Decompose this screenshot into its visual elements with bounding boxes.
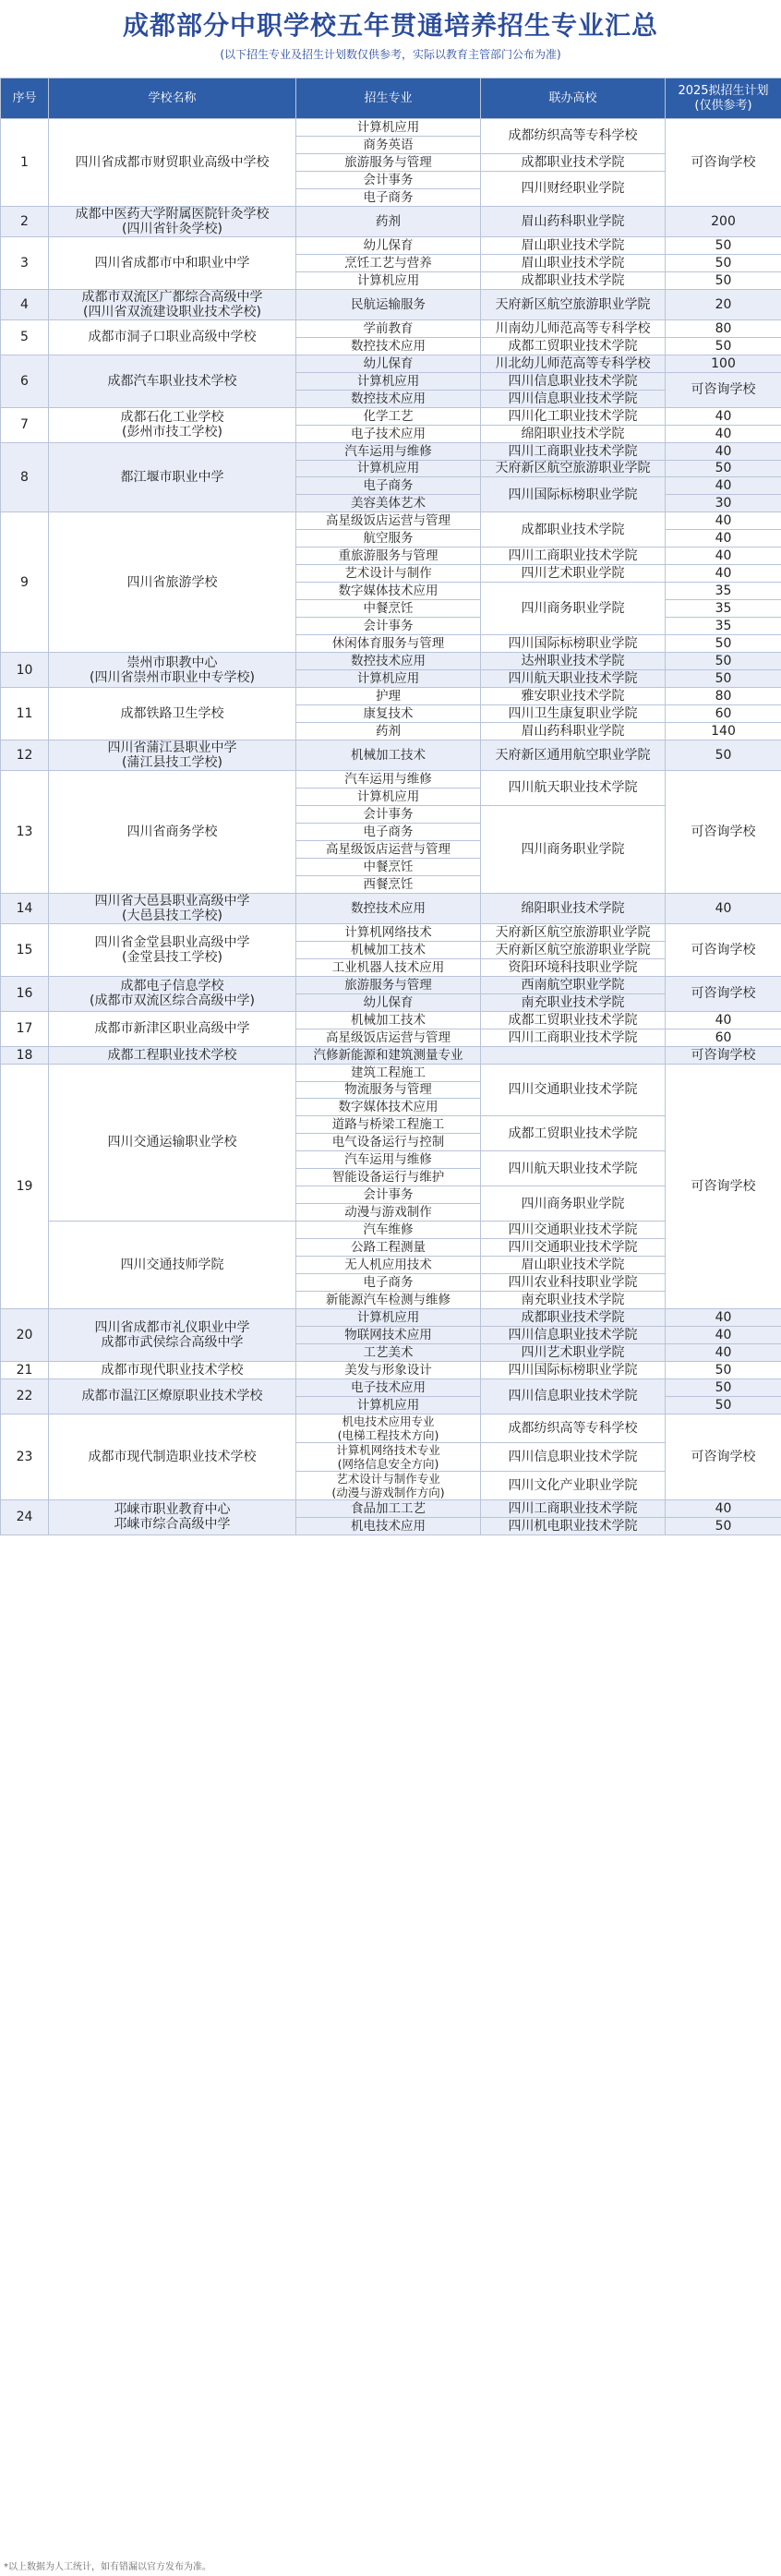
partner-cell: 成都职业技术学院 [481, 512, 666, 548]
row-seq: 11 [1, 688, 49, 740]
school-name: 四川省金堂县职业高级中学 (金堂县技工学校) [49, 923, 296, 976]
school-name: 四川省成都市礼仪职业中学 成都市武侯综合高级中学 [49, 1309, 296, 1362]
major-cell: 电子商务 [296, 477, 481, 495]
table-row [1, 923, 781, 941]
partner-cell: 四川信息职业技术学院 [481, 1442, 666, 1471]
row-seq: 15 [1, 923, 49, 976]
row-seq: 7 [1, 407, 49, 442]
partner-cell: 四川化工职业技术学院 [481, 407, 666, 425]
plan-cell: 50 [666, 271, 781, 289]
school-name: 四川省成都市财贸职业高级中学校 [49, 119, 296, 207]
major-cell: 汽修新能源和建筑测量专业 [296, 1046, 481, 1064]
partner-cell: 成都工贸职业技术学院 [481, 1116, 666, 1151]
partner-cell: 四川卫生康复职业学院 [481, 705, 666, 723]
row-seq: 16 [1, 976, 49, 1011]
major-cell: 计算机应用 [296, 1309, 481, 1327]
partner-cell: 成都职业技术学院 [481, 271, 666, 289]
school-name: 成都市新津区职业高级中学 [49, 1011, 296, 1046]
major-cell: 无人机应用技术 [296, 1257, 481, 1274]
plan-cell: 50 [666, 740, 781, 771]
partner-cell: 四川机电职业技术学院 [481, 1517, 666, 1535]
major-cell: 旅游服务与管理 [296, 153, 481, 171]
partner-cell: 四川商务职业学院 [481, 583, 666, 635]
enrollment-table [0, 78, 781, 1535]
row-seq: 5 [1, 319, 49, 355]
major-cell: 美容美体艺术 [296, 495, 481, 512]
school-name: 成都电子信息学校 (成都市双流区综合高级中学) [49, 976, 296, 1011]
partner-cell: 眉山职业技术学院 [481, 236, 666, 254]
table-row [1, 442, 781, 460]
partner-cell: 成都纺织高等专科学校 [481, 119, 666, 154]
partner-cell: 四川国际标榜职业学院 [481, 1362, 666, 1379]
major-cell: 西餐烹饪 [296, 875, 481, 893]
partner-cell: 天府新区航空旅游职业学院 [481, 460, 666, 477]
major-cell: 汽车运用与维修 [296, 771, 481, 788]
plan-cell: 40 [666, 1344, 781, 1362]
major-cell: 物联网技术应用 [296, 1327, 481, 1344]
partner-cell: 四川信息职业技术学院 [481, 1327, 666, 1344]
school-name: 成都中医药大学附属医院针灸学校 (四川省针灸学校) [49, 206, 296, 236]
partner-cell: 绵阳职业技术学院 [481, 425, 666, 442]
plan-cell: 50 [666, 1378, 781, 1396]
major-cell: 电子技术应用 [296, 1378, 481, 1396]
partner-cell: 四川艺术职业学院 [481, 1344, 666, 1362]
partner-cell: 成都纺织高等专科学校 [481, 1414, 666, 1442]
partner-cell: 四川信息职业技术学院 [481, 372, 666, 390]
partner-cell: 成都职业技术学院 [481, 153, 666, 171]
plan-cell: 50 [666, 236, 781, 254]
major-cell: 数字媒体技术应用 [296, 1099, 481, 1116]
major-cell: 康复技术 [296, 705, 481, 723]
school-name: 邛崃市职业教育中心 邛崃市综合高级中学 [49, 1499, 296, 1535]
major-cell: 机电技术应用专业 (电梯工程技术方向) [296, 1414, 481, 1442]
table-row [1, 1378, 781, 1396]
major-cell: 计算机应用 [296, 788, 481, 805]
major-cell: 数控技术应用 [296, 653, 481, 670]
partner-cell: 四川信息职业技术学院 [481, 1378, 666, 1414]
plan-cell: 50 [666, 1362, 781, 1379]
plan-cell: 40 [666, 1327, 781, 1344]
row-seq: 20 [1, 1309, 49, 1362]
major-cell: 幼儿保育 [296, 993, 481, 1011]
plan-cell: 35 [666, 583, 781, 600]
header-major: 招生专业 [296, 78, 481, 119]
page-title: 成都部分中职学校五年贯通培养招生专业汇总 [122, 10, 658, 41]
partner-cell [481, 1046, 666, 1064]
major-cell: 烹饪工艺与营养 [296, 254, 481, 271]
major-cell: 机械加工技术 [296, 941, 481, 958]
plan-cell: 可咨询学校 [666, 1414, 781, 1499]
plan-cell: 80 [666, 319, 781, 337]
row-seq: 17 [1, 1011, 49, 1046]
table-row [1, 407, 781, 425]
partner-cell: 天府新区航空旅游职业学院 [481, 923, 666, 941]
row-seq: 10 [1, 653, 49, 688]
major-cell: 航空服务 [296, 530, 481, 548]
header-school: 学校名称 [49, 78, 296, 119]
partner-cell: 成都工贸职业技术学院 [481, 1011, 666, 1029]
plan-cell: 140 [666, 723, 781, 740]
partner-cell: 四川航天职业技术学院 [481, 1151, 666, 1186]
header-plan: 2025拟招生计划 (仅供参考) [666, 78, 781, 119]
major-cell: 中餐烹饪 [296, 600, 481, 618]
major-cell: 汽车维修 [296, 1222, 481, 1239]
major-cell: 计算机应用 [296, 271, 481, 289]
school-name: 四川交通运输职业学校 [49, 1064, 296, 1222]
school-name: 四川省旅游学校 [49, 512, 296, 653]
plan-cell: 40 [666, 1309, 781, 1327]
plan-cell: 50 [666, 460, 781, 477]
school-name: 成都市现代制造职业技术学校 [49, 1414, 296, 1499]
major-cell: 机电技术应用 [296, 1517, 481, 1535]
plan-cell: 40 [666, 893, 781, 923]
header-seq: 序号 [1, 78, 49, 119]
major-cell: 旅游服务与管理 [296, 976, 481, 993]
school-name: 四川省成都市中和职业中学 [49, 236, 296, 289]
major-cell: 美发与形象设计 [296, 1362, 481, 1379]
partner-cell: 天府新区航空旅游职业学院 [481, 941, 666, 958]
partner-cell: 川北幼儿师范高等专科学校 [481, 355, 666, 372]
row-seq: 4 [1, 289, 49, 319]
plan-cell: 40 [666, 442, 781, 460]
plan-cell: 80 [666, 688, 781, 705]
major-cell: 新能源汽车检测与维修 [296, 1292, 481, 1309]
row-seq: 1 [1, 119, 49, 207]
major-cell: 化学工艺 [296, 407, 481, 425]
table-row [1, 119, 781, 137]
partner-cell: 眉山职业技术学院 [481, 1257, 666, 1274]
school-name: 成都市温江区燎原职业技术学校 [49, 1378, 296, 1414]
major-cell: 幼儿保育 [296, 236, 481, 254]
school-name: 四川省大邑县职业高级中学 (大邑县技工学校) [49, 893, 296, 923]
table-row [1, 206, 781, 236]
school-name: 成都市洞子口职业高级中学校 [49, 319, 296, 355]
table-row [1, 1222, 781, 1239]
school-name: 成都石化工业学校 (彭州市技工学校) [49, 407, 296, 442]
partner-cell: 西南航空职业学院 [481, 976, 666, 993]
major-cell: 机械加工技术 [296, 1011, 481, 1029]
major-cell: 数控技术应用 [296, 893, 481, 923]
row-seq: 22 [1, 1378, 49, 1414]
partner-cell: 南充职业技术学院 [481, 1292, 666, 1309]
major-cell: 电子商务 [296, 188, 481, 206]
row-seq: 14 [1, 893, 49, 923]
header [0, 0, 781, 78]
partner-cell: 四川文化产业职业学院 [481, 1471, 666, 1499]
plan-cell: 30 [666, 495, 781, 512]
major-cell: 计算机应用 [296, 119, 481, 137]
major-cell: 商务英语 [296, 136, 481, 153]
major-cell: 会计事务 [296, 618, 481, 635]
school-name: 成都铁路卫生学校 [49, 688, 296, 740]
table-row [1, 355, 781, 372]
table-row [1, 1362, 781, 1379]
plan-cell: 40 [666, 1011, 781, 1029]
school-name: 四川省商务学校 [49, 771, 296, 894]
major-cell: 数字媒体技术应用 [296, 583, 481, 600]
plan-cell: 40 [666, 1499, 781, 1517]
major-cell: 艺术设计与制作专业 (动漫与游戏制作方向) [296, 1471, 481, 1499]
partner-cell: 天府新区通用航空职业学院 [481, 740, 666, 771]
table-header [1, 78, 781, 119]
row-seq: 21 [1, 1362, 49, 1379]
school-name: 四川省蒲江县职业中学 (蒲江县技工学校) [49, 740, 296, 771]
school-name: 都江堰市职业中学 [49, 442, 296, 512]
major-cell: 道路与桥梁工程施工 [296, 1116, 481, 1134]
partner-cell: 天府新区航空旅游职业学院 [481, 289, 666, 319]
partner-cell: 四川工商职业技术学院 [481, 1499, 666, 1517]
plan-cell: 35 [666, 618, 781, 635]
partner-cell: 眉山职业技术学院 [481, 254, 666, 271]
partner-cell: 四川信息职业技术学院 [481, 390, 666, 407]
plan-cell: 50 [666, 1396, 781, 1414]
major-cell: 计算机网络技术专业 (网络信息安全方向) [296, 1442, 481, 1471]
row-seq: 8 [1, 442, 49, 512]
partner-cell: 四川工商职业技术学院 [481, 548, 666, 565]
major-cell: 高星级饭店运营与管理 [296, 512, 481, 530]
major-cell: 计算机应用 [296, 372, 481, 390]
major-cell: 计算机应用 [296, 670, 481, 688]
major-cell: 电子商务 [296, 823, 481, 840]
partner-cell: 四川国际标榜职业学院 [481, 477, 666, 512]
major-cell: 民航运输服务 [296, 289, 481, 319]
plan-cell: 40 [666, 565, 781, 583]
major-cell: 药剂 [296, 206, 481, 236]
partner-cell: 成都职业技术学院 [481, 1309, 666, 1327]
partner-cell: 四川交通职业技术学院 [481, 1222, 666, 1239]
plan-cell: 40 [666, 425, 781, 442]
school-name: 成都工程职业技术学校 [49, 1046, 296, 1064]
table-row [1, 319, 781, 337]
major-cell: 幼儿保育 [296, 355, 481, 372]
table-row [1, 289, 781, 319]
plan-cell: 可咨询学校 [666, 923, 781, 976]
major-cell: 公路工程测量 [296, 1239, 481, 1257]
plan-cell: 可咨询学校 [666, 372, 781, 407]
header-partner: 联办高校 [481, 78, 666, 119]
partner-cell: 四川工商职业技术学院 [481, 1029, 666, 1046]
partner-cell: 四川航天职业技术学院 [481, 670, 666, 688]
major-cell: 动漫与游戏制作 [296, 1204, 481, 1222]
major-cell: 工业机器人技术应用 [296, 958, 481, 976]
school-name: 成都市现代职业技术学校 [49, 1362, 296, 1379]
table-row [1, 976, 781, 993]
major-cell: 计算机网络技术 [296, 923, 481, 941]
partner-cell: 四川航天职业技术学院 [481, 771, 666, 806]
row-seq: 18 [1, 1046, 49, 1064]
school-name: 成都汽车职业技术学校 [49, 355, 296, 407]
plan-cell: 40 [666, 477, 781, 495]
major-cell: 中餐烹饪 [296, 858, 481, 875]
table-row [1, 1309, 781, 1327]
major-cell: 重旅游服务与管理 [296, 548, 481, 565]
row-seq: 2 [1, 206, 49, 236]
plan-cell: 50 [666, 653, 781, 670]
major-cell: 建筑工程施工 [296, 1064, 481, 1081]
major-cell: 护理 [296, 688, 481, 705]
partner-cell: 南充职业技术学院 [481, 993, 666, 1011]
page-subtitle: (以下招生专业及招生计划数仅供参考，实际以教育主管部门公布为准) [220, 48, 561, 61]
row-seq: 23 [1, 1414, 49, 1499]
plan-cell: 50 [666, 337, 781, 355]
major-cell: 数控技术应用 [296, 337, 481, 355]
partner-cell: 四川艺术职业学院 [481, 565, 666, 583]
school-name: 成都市双流区广都综合高级中学 (四川省双流建设职业技术学校) [49, 289, 296, 319]
major-cell: 会计事务 [296, 805, 481, 823]
major-cell: 会计事务 [296, 1186, 481, 1204]
major-cell: 智能设备运行与维护 [296, 1169, 481, 1186]
row-seq: 3 [1, 236, 49, 289]
table-row [1, 1499, 781, 1517]
table-row [1, 893, 781, 923]
plan-cell: 50 [666, 635, 781, 653]
major-cell: 食品加工工艺 [296, 1499, 481, 1517]
plan-cell: 40 [666, 548, 781, 565]
plan-cell: 60 [666, 705, 781, 723]
partner-cell: 四川交通职业技术学院 [481, 1064, 666, 1116]
major-cell: 电子商务 [296, 1274, 481, 1292]
row-seq: 9 [1, 512, 49, 653]
plan-cell: 200 [666, 206, 781, 236]
table-row [1, 771, 781, 788]
major-cell: 休闲体育服务与管理 [296, 635, 481, 653]
row-seq: 6 [1, 355, 49, 407]
row-seq: 19 [1, 1064, 49, 1309]
partner-cell: 四川商务职业学院 [481, 805, 666, 893]
plan-cell: 50 [666, 1517, 781, 1535]
table-body [1, 119, 781, 1535]
partner-cell: 眉山药科职业学院 [481, 206, 666, 236]
partner-cell: 四川商务职业学院 [481, 1186, 666, 1222]
partner-cell: 雅安职业技术学院 [481, 688, 666, 705]
partner-cell: 四川工商职业技术学院 [481, 442, 666, 460]
plan-cell: 50 [666, 254, 781, 271]
table-row [1, 1064, 781, 1081]
plan-cell: 35 [666, 600, 781, 618]
row-seq: 13 [1, 771, 49, 894]
plan-cell: 100 [666, 355, 781, 372]
partner-cell: 四川交通职业技术学院 [481, 1239, 666, 1257]
partner-cell: 达州职业技术学院 [481, 653, 666, 670]
row-seq: 24 [1, 1499, 49, 1535]
plan-cell: 可咨询学校 [666, 119, 781, 207]
major-cell: 会计事务 [296, 171, 481, 188]
table-row [1, 1011, 781, 1029]
plan-cell: 可咨询学校 [666, 1046, 781, 1064]
table-row [1, 688, 781, 705]
major-cell: 数控技术应用 [296, 390, 481, 407]
footnote: *以上数据为人工统计，如有错漏以官方发布为准。 [4, 2562, 211, 2572]
major-cell: 艺术设计与制作 [296, 565, 481, 583]
major-cell: 药剂 [296, 723, 481, 740]
plan-cell: 40 [666, 512, 781, 530]
plan-cell: 60 [666, 1029, 781, 1046]
plan-cell: 可咨询学校 [666, 976, 781, 1011]
plan-cell: 可咨询学校 [666, 771, 781, 894]
plan-cell: 40 [666, 530, 781, 548]
major-cell: 计算机应用 [296, 1396, 481, 1414]
table-row [1, 512, 781, 530]
major-cell: 学前教育 [296, 319, 481, 337]
table-row [1, 236, 781, 254]
major-cell: 高星级饭店运营与管理 [296, 840, 481, 858]
major-cell: 机械加工技术 [296, 740, 481, 771]
major-cell: 汽车运用与维修 [296, 1151, 481, 1169]
plan-cell: 40 [666, 407, 781, 425]
major-cell: 计算机应用 [296, 460, 481, 477]
major-cell: 电气设备运行与控制 [296, 1134, 481, 1151]
major-cell: 物流服务与管理 [296, 1081, 481, 1099]
table-row [1, 740, 781, 771]
major-cell: 工艺美术 [296, 1344, 481, 1362]
partner-cell: 四川国际标榜职业学院 [481, 635, 666, 653]
major-cell: 汽车运用与维修 [296, 442, 481, 460]
plan-cell: 可咨询学校 [666, 1064, 781, 1309]
partner-cell: 四川财经职业学院 [481, 171, 666, 206]
partner-cell: 成都工贸职业技术学院 [481, 337, 666, 355]
table-row [1, 1046, 781, 1064]
school-name: 四川交通技师学院 [49, 1222, 296, 1309]
partner-cell: 绵阳职业技术学院 [481, 893, 666, 923]
major-cell: 高星级饭店运营与管理 [296, 1029, 481, 1046]
partner-cell: 川南幼儿师范高等专科学校 [481, 319, 666, 337]
partner-cell: 资阳环境科技职业学院 [481, 958, 666, 976]
school-name: 崇州市职教中心 (四川省崇州市职业中专学校) [49, 653, 296, 688]
table-row [1, 1414, 781, 1442]
partner-cell: 眉山药科职业学院 [481, 723, 666, 740]
major-cell: 电子技术应用 [296, 425, 481, 442]
partner-cell: 四川农业科技职业学院 [481, 1274, 666, 1292]
row-seq: 12 [1, 740, 49, 771]
plan-cell: 50 [666, 670, 781, 688]
table-row [1, 653, 781, 670]
plan-cell: 20 [666, 289, 781, 319]
